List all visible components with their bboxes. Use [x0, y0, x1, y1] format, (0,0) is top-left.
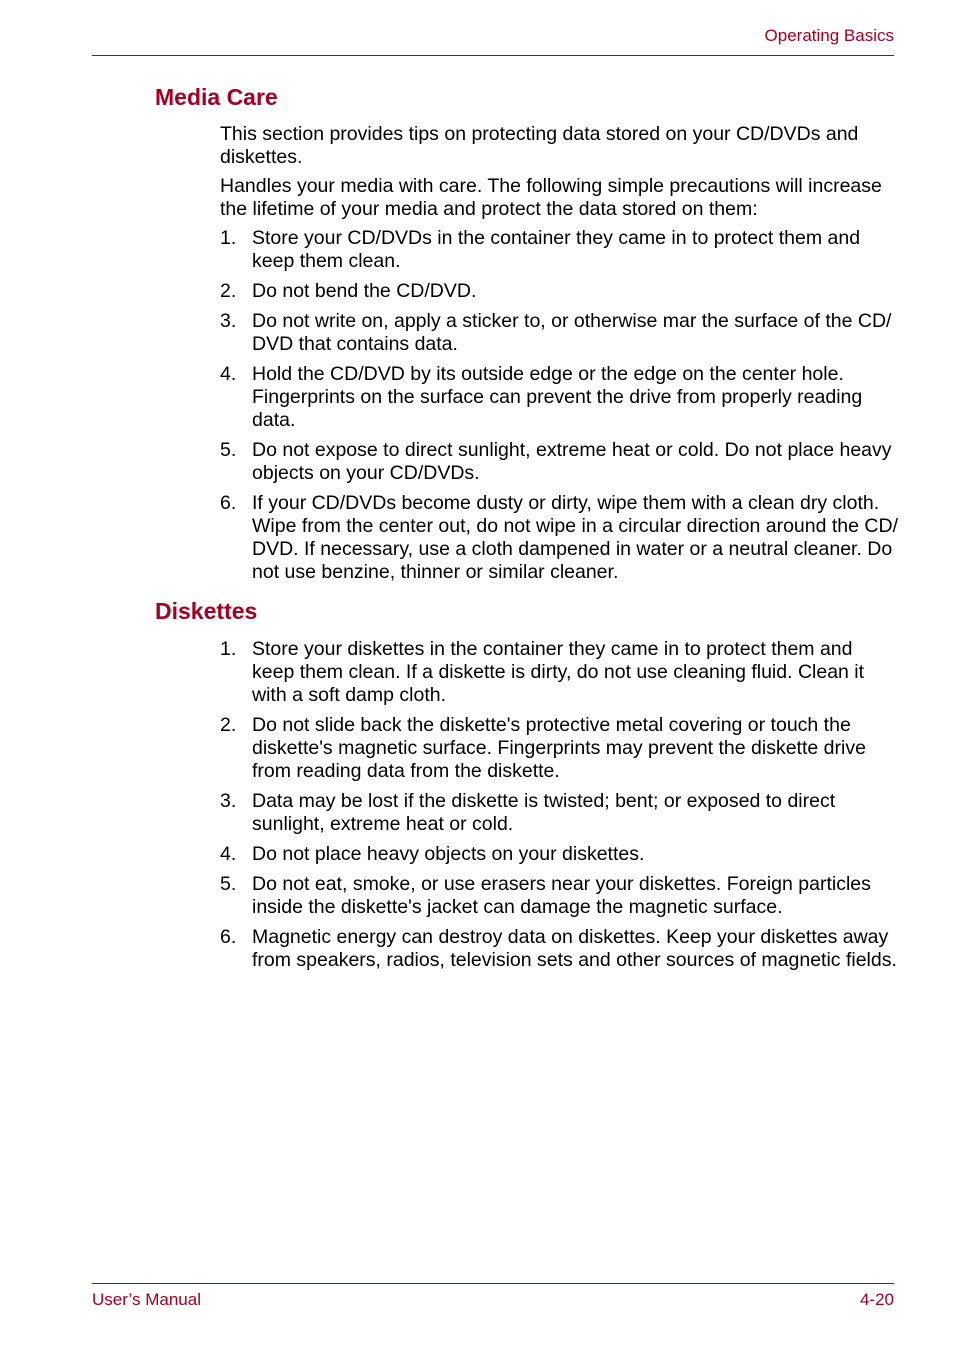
- list-item: [220, 790, 900, 836]
- list-item: [220, 843, 900, 866]
- list-number: 4.: [220, 843, 237, 865]
- list-number: 5.: [220, 439, 237, 461]
- list-text: Do not slide back the diskette's protective metal covering or touch the diskette's magnetic surface. Fingerprints may prevent the diskette drive from reading data from the diskette.: [252, 714, 866, 782]
- list-item: [220, 280, 900, 303]
- list-text: Magnetic energy can destroy data on diskettes. Keep your diskettes away from speakers, radios, television sets and other sources of magnetic fields.: [252, 926, 897, 971]
- list-item: [220, 227, 900, 273]
- header-divider: [92, 55, 894, 56]
- list-item: [220, 926, 900, 972]
- list-text: Do not write on, apply a sticker to, or otherwise mar the surface of the CD/ DVD that contains data.: [252, 310, 892, 355]
- page-number: 4-20: [859, 1290, 894, 1309]
- diskettes-list: [220, 638, 900, 979]
- list-text: If your CD/DVDs become dusty or dirty, wipe them with a clean dry cloth. Wipe from the center out, do not wipe in a circular direction around the CD/ DVD. If necessary, use a cloth dampened in water or a neutral cleaner. Do not use benzine, thinner or similar cleaner.: [252, 492, 898, 583]
- list-item: [220, 873, 900, 919]
- running-header: Operating Basics: [764, 26, 894, 45]
- list-text: Data may be lost if the diskette is twisted; bent; or exposed to direct sunlight, extreme heat or cold.: [252, 790, 836, 835]
- list-text: Store your CD/DVDs in the container they came in to protect them and keep them clean.: [252, 227, 861, 272]
- list-number: 4.: [220, 363, 237, 385]
- list-item: [220, 714, 900, 783]
- footer-manual-title: User’s Manual: [92, 1290, 201, 1309]
- diskettes-heading: Diskettes: [155, 598, 258, 624]
- list-number: 1.: [220, 638, 237, 660]
- list-text: Store your diskettes in the container they came in to protect them and keep them clean. If a diskette is dirty, do not use cleaning fluid. Clean it with a soft damp cloth.: [252, 638, 865, 706]
- list-item: [220, 638, 900, 707]
- list-number: 6.: [220, 492, 237, 514]
- list-text: Hold the CD/DVD by its outside edge or the edge on the center hole. Fingerprints on the surface can prevent the drive from properly reading data.: [252, 363, 863, 431]
- list-text: Do not expose to direct sunlight, extreme heat or cold. Do not place heavy objects on your CD/DVDs.: [252, 439, 892, 484]
- list-item: [220, 310, 900, 356]
- media-care-heading: Media Care: [155, 84, 278, 110]
- list-item: [220, 363, 900, 432]
- list-number: 3.: [220, 790, 237, 812]
- media-care-intro-2: Handles your media with care. The following simple precautions will increase the lifetime of your media and protect the data stored on them:: [220, 175, 882, 220]
- media-care-list: [220, 227, 900, 591]
- list-number: 1.: [220, 227, 237, 249]
- list-text: Do not place heavy objects on your diskettes.: [252, 843, 645, 865]
- list-item: [220, 439, 900, 485]
- list-number: 5.: [220, 873, 237, 895]
- list-number: 2.: [220, 280, 237, 302]
- footer-divider: [92, 1283, 894, 1284]
- list-number: 2.: [220, 714, 237, 736]
- media-care-intro-1: This section provides tips on protecting data stored on your CD/DVDs and diskettes.: [220, 123, 859, 168]
- list-item: [220, 492, 900, 584]
- list-number: 6.: [220, 926, 237, 948]
- list-number: 3.: [220, 310, 237, 332]
- list-text: Do not eat, smoke, or use erasers near your diskettes. Foreign particles inside the diskette's jacket can damage the magnetic surface.: [252, 873, 871, 918]
- list-text: Do not bend the CD/DVD.: [252, 280, 477, 302]
